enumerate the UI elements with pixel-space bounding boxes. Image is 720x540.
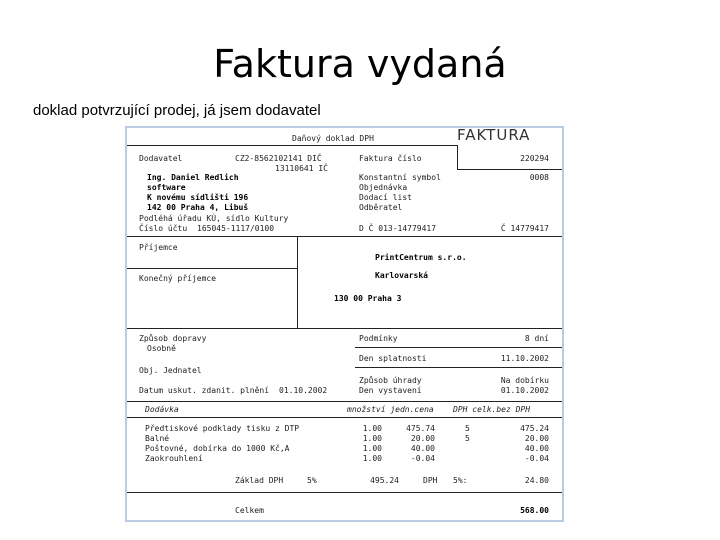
item-desc: Poštovné, dobírka do 1000 Kč,A — [145, 444, 290, 453]
vat-base-label: Základ DPH — [235, 476, 284, 485]
item-desc: Balné — [145, 434, 170, 443]
item-price: -0.04 — [410, 454, 435, 463]
supplier-city: 142 00 Praha 4, Libuš — [147, 203, 249, 212]
item-vat: 5 — [465, 424, 470, 433]
conditions-value: 8 dní — [524, 334, 549, 343]
item-total: -0.04 — [524, 454, 549, 463]
taxdate-value: 01.10.2002 — [279, 386, 328, 395]
divider — [127, 417, 564, 418]
item-qty: 1.00 — [362, 434, 382, 443]
items-header-qty: množství jedn.cena — [347, 405, 434, 414]
item-total: 20.00 — [524, 434, 549, 443]
symbol-label: Konstantní symbol — [359, 173, 441, 182]
conditions-label: Podmínky — [359, 334, 398, 343]
account-label: Číslo účtu — [139, 224, 188, 233]
vat-value: 24.80 — [524, 476, 549, 485]
item-vat: 5 — [465, 434, 470, 443]
recipient-city: 130 00 Praha 3 — [334, 294, 402, 303]
invoice-image — [125, 126, 564, 522]
item-qty: 1.00 — [362, 454, 382, 463]
item-total: 40.00 — [524, 444, 549, 453]
slide-title: Faktura vydaná — [213, 42, 507, 86]
ref-label: D Č 013-14779417 — [359, 224, 437, 233]
supplier-ico: 13110641 IČ — [275, 164, 328, 173]
divider — [355, 367, 564, 368]
divider — [127, 492, 564, 493]
issue-label: Den vystavení — [359, 386, 422, 395]
slide-subtitle: doklad potvrzující prodej, já jsem dodavatel — [33, 102, 321, 119]
divider — [127, 268, 297, 269]
item-desc: Zaokrouhlení — [145, 454, 203, 463]
item-desc: Předtiskové podklady tisku z DTP — [145, 424, 300, 433]
divider — [457, 145, 458, 169]
item-total: 475.24 — [520, 424, 549, 433]
due-label: Den splatnosti — [359, 354, 427, 363]
doc-type: Daňový doklad DPH — [292, 134, 374, 143]
total-label: Celkem — [235, 506, 264, 515]
divider — [355, 347, 564, 348]
divider — [457, 169, 564, 170]
customer-label: Odběratel — [359, 203, 403, 212]
recipient-street: Karlovarská — [375, 271, 428, 280]
recipient-name: PrintCentrum s.r.o. — [375, 253, 467, 262]
vat-base-rate: 5% — [307, 476, 317, 485]
payment-value: Na dobírku — [500, 376, 549, 385]
total-value: 568.00 — [520, 506, 549, 515]
sales-label: Obj. Jednatel — [139, 366, 202, 375]
item-price: 40.00 — [410, 444, 435, 453]
invoice-number-label: Faktura číslo — [359, 154, 422, 163]
account-number: 165045-1117/0100 — [197, 224, 275, 233]
divider — [127, 401, 564, 402]
invoice-number: 220294 — [520, 154, 549, 163]
vat-rate: 5%: — [453, 476, 468, 485]
delivery-label: Dodací list — [359, 193, 412, 202]
item-price: 20.00 — [410, 434, 435, 443]
items-header-desc: Dodávka — [145, 405, 179, 414]
item-price: 475.74 — [406, 424, 435, 433]
divider — [127, 236, 564, 237]
transport-label: Způsob dopravy — [139, 334, 207, 343]
issue-value: 01.10.2002 — [500, 386, 549, 395]
taxdate-label: Datum uskut. zdanit. plnění — [139, 386, 270, 395]
symbol-value: 0008 — [529, 173, 549, 182]
transport-value: Osobně — [147, 344, 176, 353]
ref-value: Č 14779417 — [500, 224, 549, 233]
supplier-dic: CZ2-8562102141 DIČ — [235, 154, 322, 163]
supplier-label: Dodavatel — [139, 154, 183, 163]
recipient-label: Příjemce — [139, 243, 178, 252]
payment-label: Způsob úhrady — [359, 376, 422, 385]
item-qty: 1.00 — [362, 424, 382, 433]
items-header-vat: DPH celk.bez DPH — [453, 405, 531, 414]
invoice-title: FAKTURA — [457, 126, 531, 144]
supplier-registry: Podléhá úřadu KÚ, sídlo Kultury — [139, 214, 289, 223]
supplier-line2: software — [147, 183, 186, 192]
vat-base-value: 495.24 — [370, 476, 399, 485]
divider — [297, 236, 298, 328]
vat-label: DPH — [423, 476, 438, 485]
divider — [127, 328, 564, 329]
order-label: Objednávka — [359, 183, 408, 192]
final-recipient-label: Konečný příjemce — [139, 274, 217, 283]
supplier-name: Ing. Daniel Redlich — [147, 173, 239, 182]
item-qty: 1.00 — [362, 444, 382, 453]
due-value: 11.10.2002 — [500, 354, 549, 363]
divider — [127, 145, 457, 146]
supplier-street: K novému sídlišti 196 — [147, 193, 249, 202]
